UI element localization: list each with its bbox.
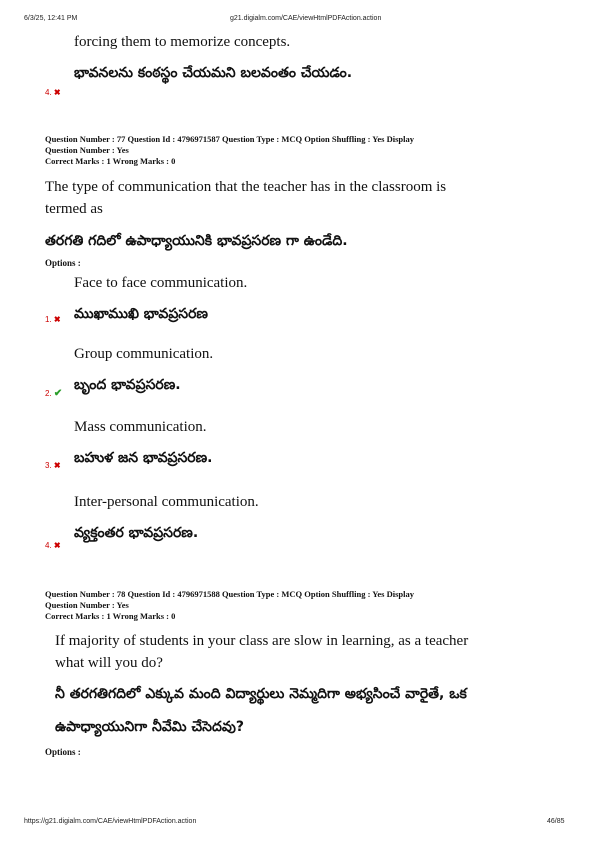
prev-option-english: forcing them to memorize concepts. <box>74 34 291 50</box>
option-2-english: Group communication. <box>74 346 214 362</box>
wrong-mark-icon: ✖ <box>53 315 61 324</box>
question-77-meta <box>45 134 414 167</box>
question-text-line: what will you do? <box>55 655 163 671</box>
option-4-number <box>45 541 61 550</box>
wrong-mark-icon: ✖ <box>53 461 61 470</box>
footer-page-number: 46/85 <box>547 818 565 825</box>
meta-line: Correct Marks : 1 Wrong Marks : 0 <box>45 156 176 166</box>
wrong-mark-icon: ✖ <box>53 541 61 550</box>
option-1-number <box>45 315 61 324</box>
prev-option-telugu: భావనలను కంఠస్థం చేయమని బలవంతం చేయడం. <box>74 65 353 81</box>
meta-line: Question Number : Yes <box>45 600 129 610</box>
option-4-english: Inter-personal communication. <box>74 494 259 510</box>
meta-line: Question Number : 77 Question Id : 4796971587 Question Type : MCQ Option Shuffling : Yes Display <box>45 134 415 144</box>
print-page-title: g21.digialm.com/CAE/viewHtmlPDFAction.action <box>230 15 382 22</box>
meta-line: Question Number : 78 Question Id : 4796971588 Question Type : MCQ Option Shuffling : Yes Display <box>45 589 415 599</box>
meta-line: Correct Marks : 1 Wrong Marks : 0 <box>45 611 176 621</box>
options-label: Options : <box>45 747 81 757</box>
option-number-text: 2. <box>45 389 52 398</box>
option-number-text: 1. <box>45 315 52 324</box>
footer-url: https://g21.digialm.com/CAE/viewHtmlPDFAction.action <box>24 818 197 825</box>
option-3-english: Mass communication. <box>74 419 207 435</box>
question-text-line: If majority of students in your class are slow in learning, as a teacher <box>55 633 469 649</box>
option-3-number <box>45 461 61 470</box>
question-text-line: The type of communication that the teacher has in the classroom is <box>45 179 447 195</box>
meta-line: Question Number : Yes <box>45 145 129 155</box>
option-2-number <box>45 388 62 399</box>
option-number-text: 4. <box>45 88 52 97</box>
options-label: Options : <box>45 258 81 268</box>
question-78-telugu-line-1: నీ తరగతిగదిలో ఎక్కువ మంది విద్యార్థులు నెమ్మదిగా అభ్యసించే వారైతే, ఒక <box>55 686 467 702</box>
question-77-telugu: తరగతి గదిలో ఉపాధ్యాయునికి భావప్రసరణ గా ఉండేది. <box>45 233 348 249</box>
option-number-text: 4. <box>45 541 52 550</box>
question-78-telugu-line-2: ఉపాధ్యాయునిగా నీవేమి చేసెదవు? <box>55 719 244 735</box>
option-2-telugu: బృంద భావప్రసరణ. <box>74 377 181 393</box>
option-1-telugu: ముఖాముఖి భావప్రసరణ <box>74 306 208 322</box>
option-3-telugu: బహుళ జన భావప్రసరణ. <box>74 450 213 466</box>
prev-option-number <box>45 88 61 97</box>
print-datetime: 6/3/25, 12:41 PM <box>24 15 78 22</box>
question-text-line: termed as <box>45 201 103 217</box>
option-4-telugu: వ్యక్తంతర భావప్రసరణ. <box>74 525 199 541</box>
question-78-meta <box>45 589 414 622</box>
option-number-text: 3. <box>45 461 52 470</box>
option-1-english: Face to face communication. <box>74 275 248 291</box>
question-77-english <box>45 176 446 220</box>
correct-check-icon: ✔ <box>53 388 63 399</box>
wrong-mark-icon: ✖ <box>53 88 61 97</box>
question-78-english <box>55 630 468 674</box>
